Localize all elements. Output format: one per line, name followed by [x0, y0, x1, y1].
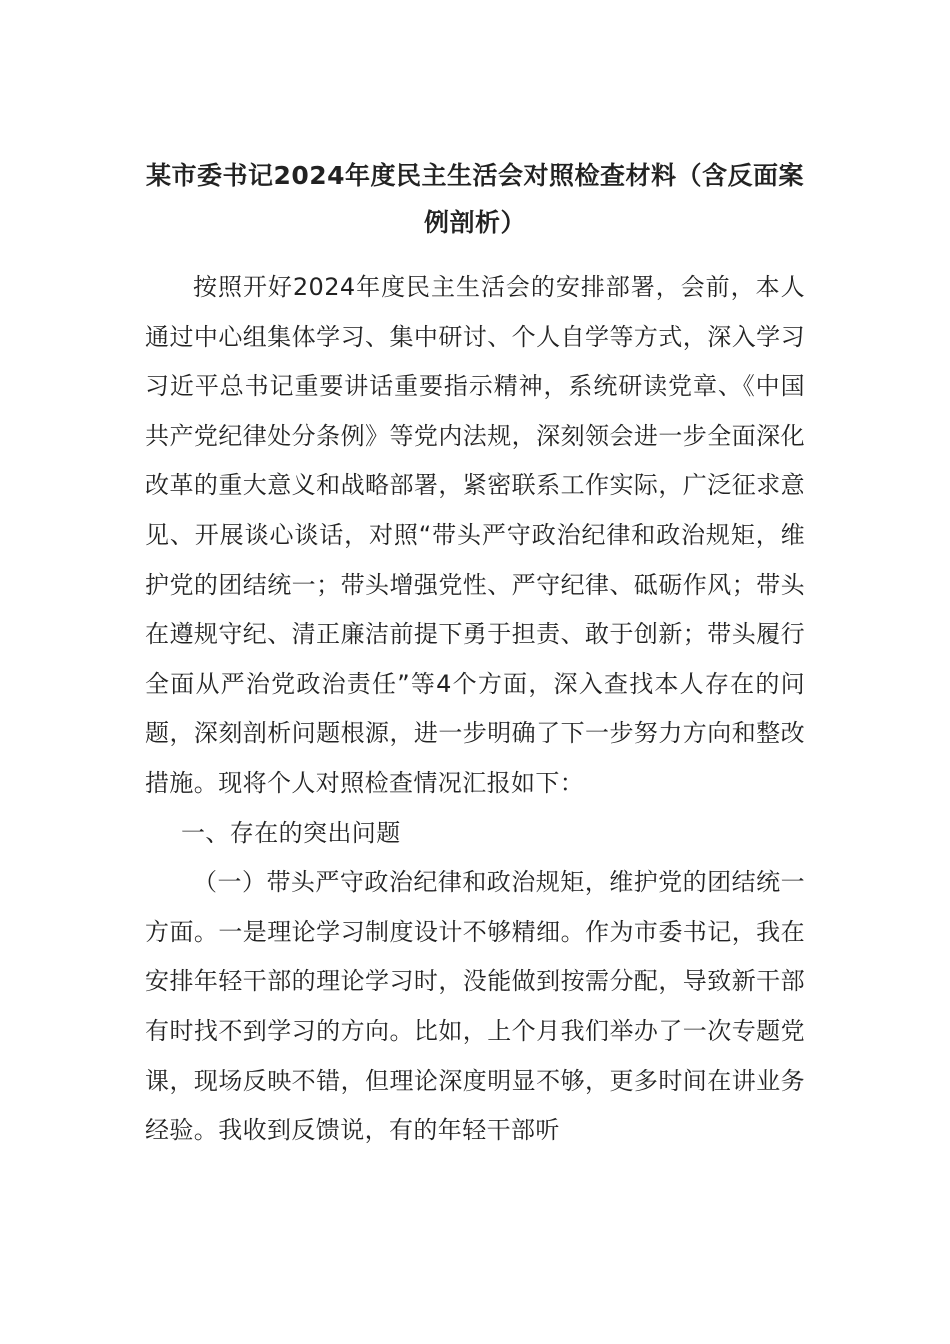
intro-paragraph: 按照开好2024年度民主生活会的安排部署，会前，本人通过中心组集体学习、集中研讨、个人自学等方式，深入学习习近平总书记重要讲话重要指示精神，系统研读党章、《中国共产党纪律处分条例》等党内法规，深刻领会进一步全面深化改革的重大意义和战略部署，紧密联系工作实际，广泛征求意见、开展谈心谈话，对照“带头严守政治纪律和政治规矩，维护党的团结统一；带头增强党性、严守纪律、砥砺作风；带头在遵规守纪、清正廉洁前提下勇于担责、敢于创新；带头履行全面从严治党政治责任”等4个方面，深入查找本人存在的问题，深刻剖析问题根源，进一步明确了下一步努力方向和整改措施。现将个人对照检查情况汇报如下： [145, 273, 805, 797]
document-body [145, 263, 805, 1156]
document-title: 某市委书记2024年度民主生活会对照检查材料（含反面案例剖析） [145, 161, 805, 237]
section-heading: 一、存在的突出问题 [181, 818, 401, 847]
section-paragraph: （一）带头严守政治纪律和政治规矩，维护党的团结统一方面。一是理论学习制度设计不够精细。作为市委书记，我在安排年轻干部的理论学习时，没能做到按需分配，导致新干部有时找不到学习的方向。比如，上个月我们举办了一次专题党课，现场反映不错，但理论深度明显不够，更多时间在讲业务经验。我收到反馈说，有的年轻干部听 [145, 868, 805, 1145]
